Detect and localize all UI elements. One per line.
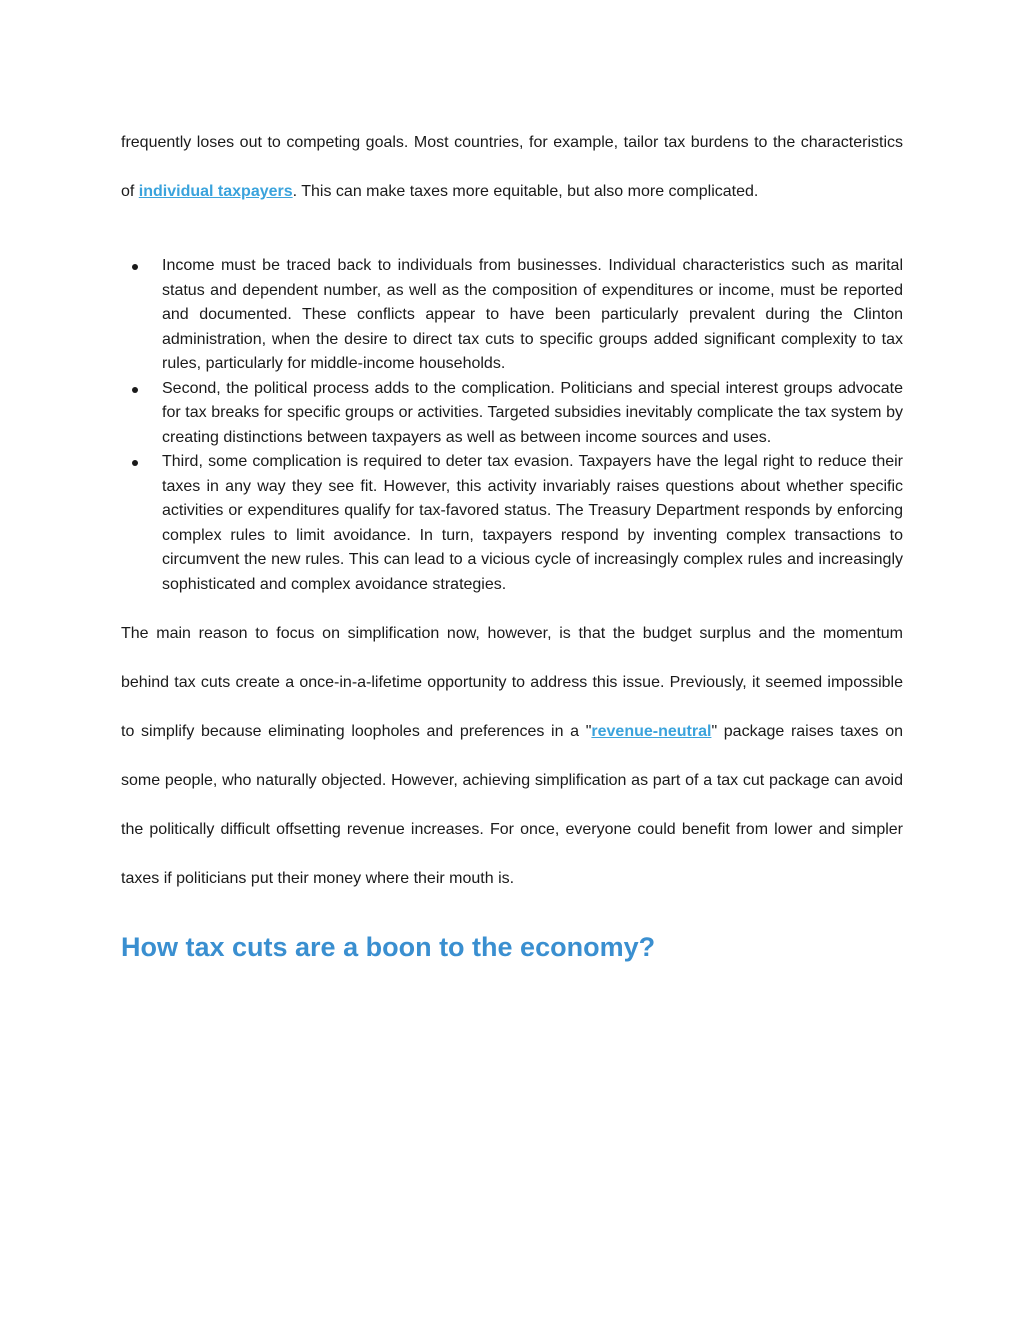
intro-text-before: frequently loses out to competing goals. Most countries, for example, tailor tax burdens to the characteristics of — [121, 134, 903, 200]
bullet-icon — [132, 460, 138, 466]
bullet-icon — [132, 264, 138, 270]
closing-text-after: " package raises taxes on some people, who naturally objected. However, achieving simplification as part of a tax cut package can avoid the politically difficult offsetting revenue increases. For once, everyone could benefit from lower and simpler taxes if politicians put their money where their mouth is. — [121, 723, 903, 887]
individual-taxpayers-link[interactable]: individual taxpayers — [138, 183, 293, 200]
list-item-text: Income must be traced back to individuals from businesses. Individual characteristics such as marital status and dependent number, as well as the composition of expenditures or income, must be reported and documented. These conflicts appear to have been particularly prevalent during the Clinton administration, when the desire to direct tax cuts to specific groups added significant complexity to tax rules, particularly for middle-income households. — [162, 257, 903, 372]
section-heading: How tax cuts are a boon to the economy? — [121, 932, 656, 962]
closing-text-before: The main reason to focus on simplification now, however, is that the budget surplus and the momentum behind tax cuts create a once-in-a-lifetime opportunity to address this issue. Previously, it seemed impossible to simplify because eliminating loopholes and preferences in a " — [121, 625, 903, 740]
list-item — [121, 377, 903, 451]
intro-paragraph — [121, 118, 903, 216]
revenue-neutral-link[interactable]: revenue-neutral — [591, 723, 712, 740]
list-item-text: Second, the political process adds to the complication. Politicians and special interest groups advocate for tax breaks for specific groups or activities. Targeted subsidies inevitably complicate the tax system by creating distinctions between taxpayers as well as between income sources and uses. — [162, 379, 903, 446]
bullet-icon — [132, 387, 138, 393]
reasons-list — [121, 254, 903, 597]
document-page — [121, 118, 903, 967]
closing-paragraph — [121, 609, 903, 903]
list-item — [121, 254, 903, 377]
list-item-text: Third, some complication is required to deter tax evasion. Taxpayers have the legal right to reduce their taxes in any way they see fit. However, this activity invariably raises questions about whether specific activities or expenditures qualify for tax-favored status. The Treasury Department responds by enforcing complex rules to limit avoidance. In turn, taxpayers respond by inventing complex transactions to circumvent the new rules. This can lead to a vicious cycle of increasingly complex rules and increasingly sophisticated and complex avoidance strategies. — [162, 453, 903, 593]
list-item — [121, 450, 903, 597]
intro-text-after: . This can make taxes more equitable, but also more complicated. — [292, 183, 759, 200]
